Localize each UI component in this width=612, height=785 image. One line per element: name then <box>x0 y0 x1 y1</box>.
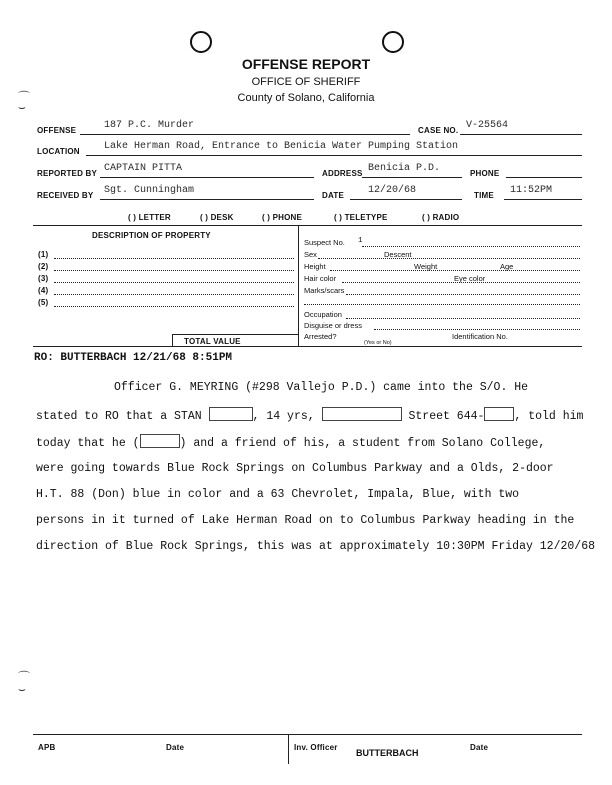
total-value-label: TOTAL VALUE <box>184 337 241 346</box>
total-value-rule <box>172 334 298 335</box>
redaction-box <box>322 407 402 421</box>
time-value: 11:52PM <box>510 185 553 196</box>
location-value: Lake Herman Road, Entrance to Benicia Water Pumping Station <box>104 141 459 152</box>
time-label: TIME <box>474 191 494 200</box>
property-row-3: (3) <box>38 274 49 283</box>
date-label: DATE <box>322 191 344 200</box>
county-name: County of Solano, California <box>237 92 375 104</box>
redaction-box <box>140 434 180 448</box>
occupation-label: Occupation <box>304 310 342 319</box>
hair-line <box>342 282 580 283</box>
property-row-5: (5) <box>38 298 49 307</box>
narrative-text: ) and a friend of his, a student from Solano College, <box>179 437 546 450</box>
method-desk: ( ) DESK <box>200 213 234 222</box>
narrative-line-5: H.T. 88 (Don) blue in color and a 63 Chevrolet, Impala, Blue, with two <box>36 488 520 501</box>
inv-officer-value: BUTTERBACH <box>356 748 419 758</box>
disguise-line <box>374 329 580 330</box>
method-radio: ( ) RADIO <box>422 213 460 222</box>
footer-divider <box>288 734 289 764</box>
suspect-value: 1 <box>358 237 363 245</box>
redaction-box <box>484 407 514 421</box>
received-by-label: RECEIVED BY <box>37 191 94 200</box>
property-row-2: (2) <box>38 262 49 271</box>
box-divider <box>298 225 299 346</box>
narrative-text: stated to RO that a STAN <box>36 410 202 423</box>
footer-rule <box>33 734 582 735</box>
reported-by-label: REPORTED BY <box>37 169 97 178</box>
eye-color-label: Eye color <box>454 274 486 283</box>
property-row-1: (1) <box>38 250 49 259</box>
method-letter: ( ) LETTER <box>128 213 171 222</box>
marks-label: Marks/scars <box>304 286 345 295</box>
narrative-text: today that he ( <box>36 437 140 450</box>
property-line-4 <box>54 294 294 295</box>
redaction-box <box>209 407 253 421</box>
phone-line <box>506 177 582 178</box>
narrative-text: , 14 yrs, <box>252 410 315 423</box>
report-title: OFFENSE REPORT <box>241 56 371 72</box>
method-phone: ( ) PHONE <box>262 213 303 222</box>
date-line <box>350 199 462 200</box>
property-line-5 <box>54 306 294 307</box>
office-name: OFFICE OF SHERIFF <box>251 76 361 88</box>
margin-mark: ⌣ <box>18 100 26 114</box>
property-line-3 <box>54 282 294 283</box>
property-line-2 <box>54 270 294 271</box>
offense-value: 187 P.C. Murder <box>104 120 195 131</box>
narrative-text: , told him <box>514 410 584 423</box>
offense-label: OFFENSE <box>37 126 77 135</box>
address-value: Benicia P.D. <box>368 163 441 174</box>
date-label-right: Date <box>470 743 489 752</box>
narrative-line-7: direction of Blue Rock Springs, this was at approximately 10:30PM Friday 12/20/68 <box>36 540 595 553</box>
margin-mark: ⌒ <box>18 670 31 684</box>
narrative-line-4: were going towards Blue Rock Springs on Columbus Parkway and a Olds, 2-door <box>36 462 554 475</box>
punch-hole-left <box>190 31 212 53</box>
punch-hole-right <box>382 31 404 53</box>
margin-mark: ⌒ <box>18 90 31 104</box>
inv-officer-label: Inv. Officer <box>294 743 338 752</box>
blank-line <box>304 304 580 305</box>
suspect-line <box>362 246 580 247</box>
height-line <box>330 270 580 271</box>
sex-line <box>318 258 580 259</box>
suspect-label: Suspect No. <box>304 238 345 247</box>
margin-mark: ⌣ <box>18 682 26 696</box>
arrested-label: Arrested? <box>304 332 337 341</box>
phone-label: PHONE <box>470 169 500 178</box>
age-label: Age <box>500 262 514 271</box>
disguise-label: Disguise or dress <box>304 321 362 330</box>
box-bottom-rule <box>33 346 582 347</box>
marks-line <box>346 294 580 295</box>
yes-no-label: (Yes or No) <box>364 340 392 346</box>
case-label: CASE NO. <box>418 126 459 135</box>
sex-label: Sex <box>304 250 317 259</box>
height-label: Height <box>304 262 326 271</box>
narrative-text: Street 644- <box>408 410 485 423</box>
reported-by-line <box>100 177 314 178</box>
apb-label: APB <box>38 743 56 752</box>
total-value-divider <box>172 334 173 346</box>
date-label-left: Date <box>166 743 185 752</box>
offense-line <box>80 134 410 135</box>
identification-label: Identification No. <box>452 332 508 341</box>
location-label: LOCATION <box>37 147 80 156</box>
case-value: V-25564 <box>466 120 509 131</box>
received-by-value: Sgt. Cunningham <box>104 185 195 196</box>
property-line-1 <box>54 258 294 259</box>
reported-by-value: CAPTAIN PITTA <box>104 163 183 174</box>
narrative-line-6: persons in it turned of Lake Herman Road on to Columbus Parkway heading in the <box>36 514 575 527</box>
property-row-4: (4) <box>38 286 49 295</box>
narrative-line-2 <box>36 407 583 423</box>
box-top-rule <box>33 225 582 226</box>
address-label: ADDRESS <box>322 169 363 178</box>
narrative-line-1: Officer G. MEYRING (#298 Vallejo P.D.) came into the S/O. He <box>114 381 529 394</box>
location-line <box>86 155 582 156</box>
ro-line: RO: BUTTERBACH 12/21/68 8:51PM <box>34 352 233 364</box>
descent-label: Descent <box>384 250 412 259</box>
address-line <box>362 177 462 178</box>
weight-label: Weight <box>414 262 438 271</box>
received-by-line <box>100 199 314 200</box>
occupation-line <box>346 318 580 319</box>
hair-color-label: Hair color <box>304 274 337 283</box>
narrative-line-3 <box>36 434 545 450</box>
method-teletype: ( ) TELETYPE <box>334 213 388 222</box>
property-heading: DESCRIPTION OF PROPERTY <box>92 231 211 240</box>
case-line <box>460 134 582 135</box>
date-value: 12/20/68 <box>368 185 417 196</box>
time-line <box>504 199 582 200</box>
